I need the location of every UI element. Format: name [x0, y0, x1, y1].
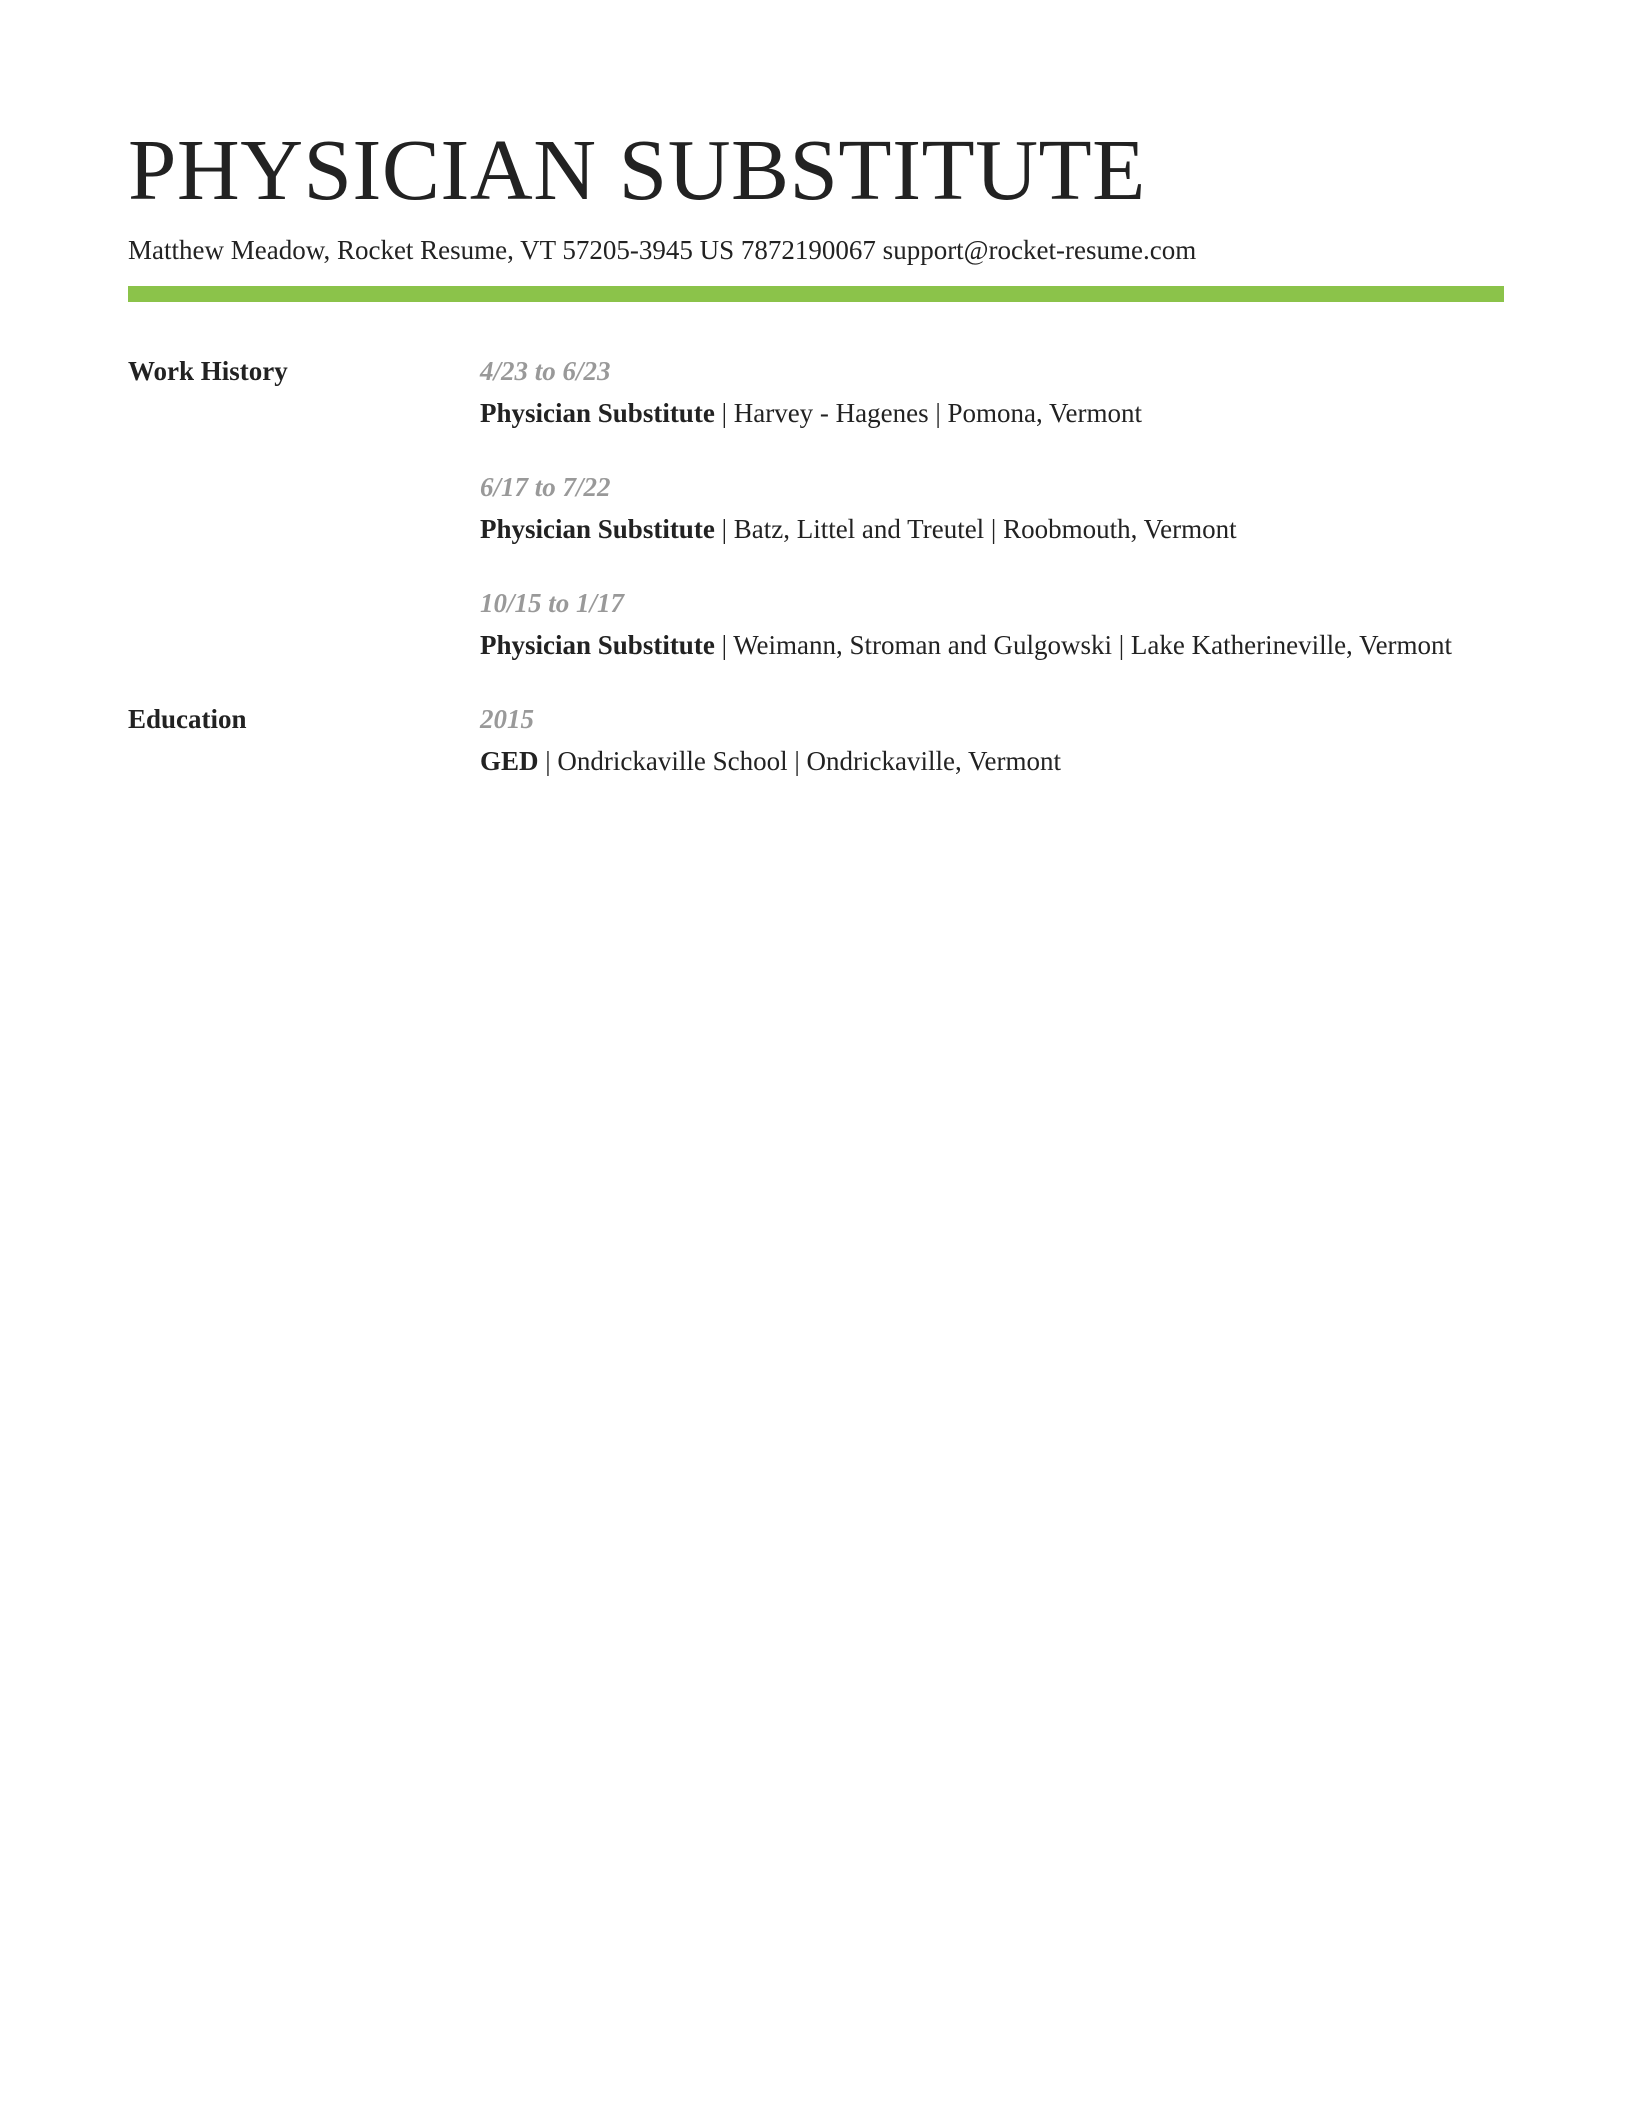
entry-degree: GED	[480, 746, 539, 776]
education-section	[128, 698, 1504, 814]
entry-details	[480, 508, 1504, 550]
entry-role: Physician Substitute	[480, 398, 715, 428]
section-label-work-history: Work History	[128, 356, 288, 386]
work-entry	[480, 582, 1504, 666]
work-history-entries	[480, 350, 1504, 698]
entry-school-location: | Ondrickaville School | Ondrickaville, Vermont	[538, 746, 1061, 776]
work-history-section	[128, 350, 1504, 698]
accent-divider	[128, 286, 1504, 302]
entry-employer-location: | Batz, Littel and Treutel | Roobmouth, Vermont	[714, 514, 1237, 544]
entry-details	[480, 740, 1504, 782]
entry-role: Physician Substitute	[480, 514, 715, 544]
contact-line: Matthew Meadow, Rocket Resume, VT 57205-3945 US 7872190067 support@rocket-resume.com	[128, 235, 1197, 265]
education-entry	[480, 698, 1504, 782]
entry-details	[480, 624, 1504, 666]
entry-employer-location: | Weimann, Stroman and Gulgowski | Lake Katherineville, Vermont	[714, 630, 1453, 660]
entry-date: 4/23 to 6/23	[480, 356, 611, 386]
entry-role: Physician Substitute	[480, 630, 715, 660]
entry-employer-location: | Harvey - Hagenes | Pomona, Vermont	[714, 398, 1143, 428]
resume-page	[128, 120, 1504, 814]
entry-date: 6/17 to 7/22	[480, 472, 611, 502]
section-label-education: Education	[128, 704, 247, 734]
work-entry	[480, 466, 1504, 550]
work-entry	[480, 350, 1504, 434]
entry-details	[480, 392, 1504, 434]
entry-date: 10/15 to 1/17	[480, 588, 625, 618]
education-entries	[480, 698, 1504, 814]
entry-date: 2015	[480, 704, 534, 734]
resume-title: PHYSICIAN SUBSTITUTE	[128, 121, 1146, 218]
